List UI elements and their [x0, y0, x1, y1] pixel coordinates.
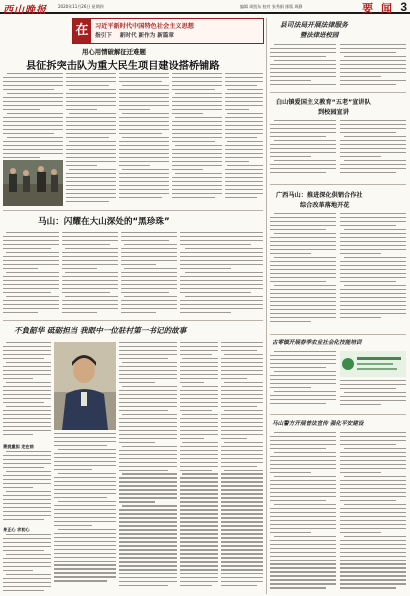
banner-line-2: [95, 31, 174, 39]
lead-photo: [3, 160, 63, 206]
mashan-headline: 马山：闪耀在大山深处的“黑珍珠”: [38, 217, 170, 227]
mashan-column-4: [180, 232, 263, 318]
mashan-column-1: [3, 232, 59, 318]
lead-column-1: [3, 73, 63, 163]
lead-column-4: [172, 73, 222, 208]
banner-line-2a: 指引下: [95, 33, 112, 39]
hero-column-1b: [3, 451, 51, 526]
page-number: 3: [400, 0, 407, 14]
issue-date: 2020年11月26日 星期四: [58, 4, 104, 9]
divider-mashan: [3, 320, 263, 321]
banner-line-1: 习近平新时代中国特色社会主义思想: [95, 23, 194, 30]
hero-subhead-1: 勇挑重担 走在前: [3, 444, 34, 449]
divider-right-1: [270, 92, 406, 93]
right-top-column-1: [270, 44, 336, 88]
guangxi-column-2: [340, 213, 406, 331]
hero-column-4: [180, 342, 218, 594]
hero-column-2: [54, 433, 116, 593]
mashan-column-2: [62, 232, 118, 318]
banner-badge: 在: [73, 19, 91, 43]
lead-column-2: [66, 73, 116, 208]
editor-credits: 编辑 周凯东 校对 张秀娟 排版 周静: [240, 4, 303, 9]
section-title: 要 闻: [362, 2, 394, 15]
column-divider: [266, 18, 267, 594]
promo-graphic: [340, 351, 406, 377]
right-top-headline-2: 暨法律进校园: [300, 31, 339, 39]
hero-portrait-photo: [54, 342, 116, 430]
liangjiang-column-1: [270, 351, 336, 411]
liangjiang-headline: 古零镇开展春季农业社会化技能培训: [272, 340, 362, 346]
banner-line-2b: 新时代 新作为 新篇章: [119, 33, 174, 39]
mashan-column-3: [121, 232, 177, 318]
theme-banner: [72, 18, 264, 44]
newspaper-logo: 西山晚报: [3, 5, 47, 16]
guangxi-headline: 广西马山：推进深化供销合作社: [276, 192, 363, 199]
baishan-column-1: [270, 120, 336, 180]
divider-right-4: [270, 414, 406, 415]
baishan-headline: 白山镇爱国主义教育“五老”宣讲队: [276, 99, 371, 106]
hero-subhead-2: 身正心 求初心: [3, 527, 30, 532]
lead-column-5: [225, 73, 263, 208]
right-top-headline: 县司法局开展法律服务: [280, 21, 348, 29]
hero-column-3: [119, 342, 177, 594]
right-top-column-2: [340, 44, 406, 88]
hero-column-1a: [3, 342, 51, 442]
guangxi-column-1: [270, 213, 336, 331]
lead-column-3: [119, 73, 169, 208]
hero-column-1c: [3, 534, 51, 594]
divider-right-2: [270, 184, 406, 185]
divider-lead: [3, 210, 263, 211]
baishan-column-2: [340, 120, 406, 180]
baishan-headline-2: 到校园宣讲: [318, 109, 349, 116]
lead-kicker: 用心用情破解征迁难题: [82, 48, 146, 56]
hero-headline: 不負韶华 砥砺担当 我眼中一位驻村第一书记的故事: [14, 326, 187, 335]
divider-right-3: [270, 334, 406, 335]
lead-headline: 县征拆突击队为重大民生项目建设搭桥铺路: [26, 61, 220, 72]
bottom-right-column-2: [340, 432, 406, 594]
liangjiang-column-2: [340, 380, 406, 411]
hero-column-5: [221, 342, 263, 594]
masthead: [0, 0, 410, 14]
guangxi-headline-2: 综合改革落地开花: [300, 202, 350, 209]
bottom-right-headline: 马山警方开展普法宣传 强化平安建设: [272, 421, 364, 427]
bottom-right-column-1: [270, 432, 336, 594]
